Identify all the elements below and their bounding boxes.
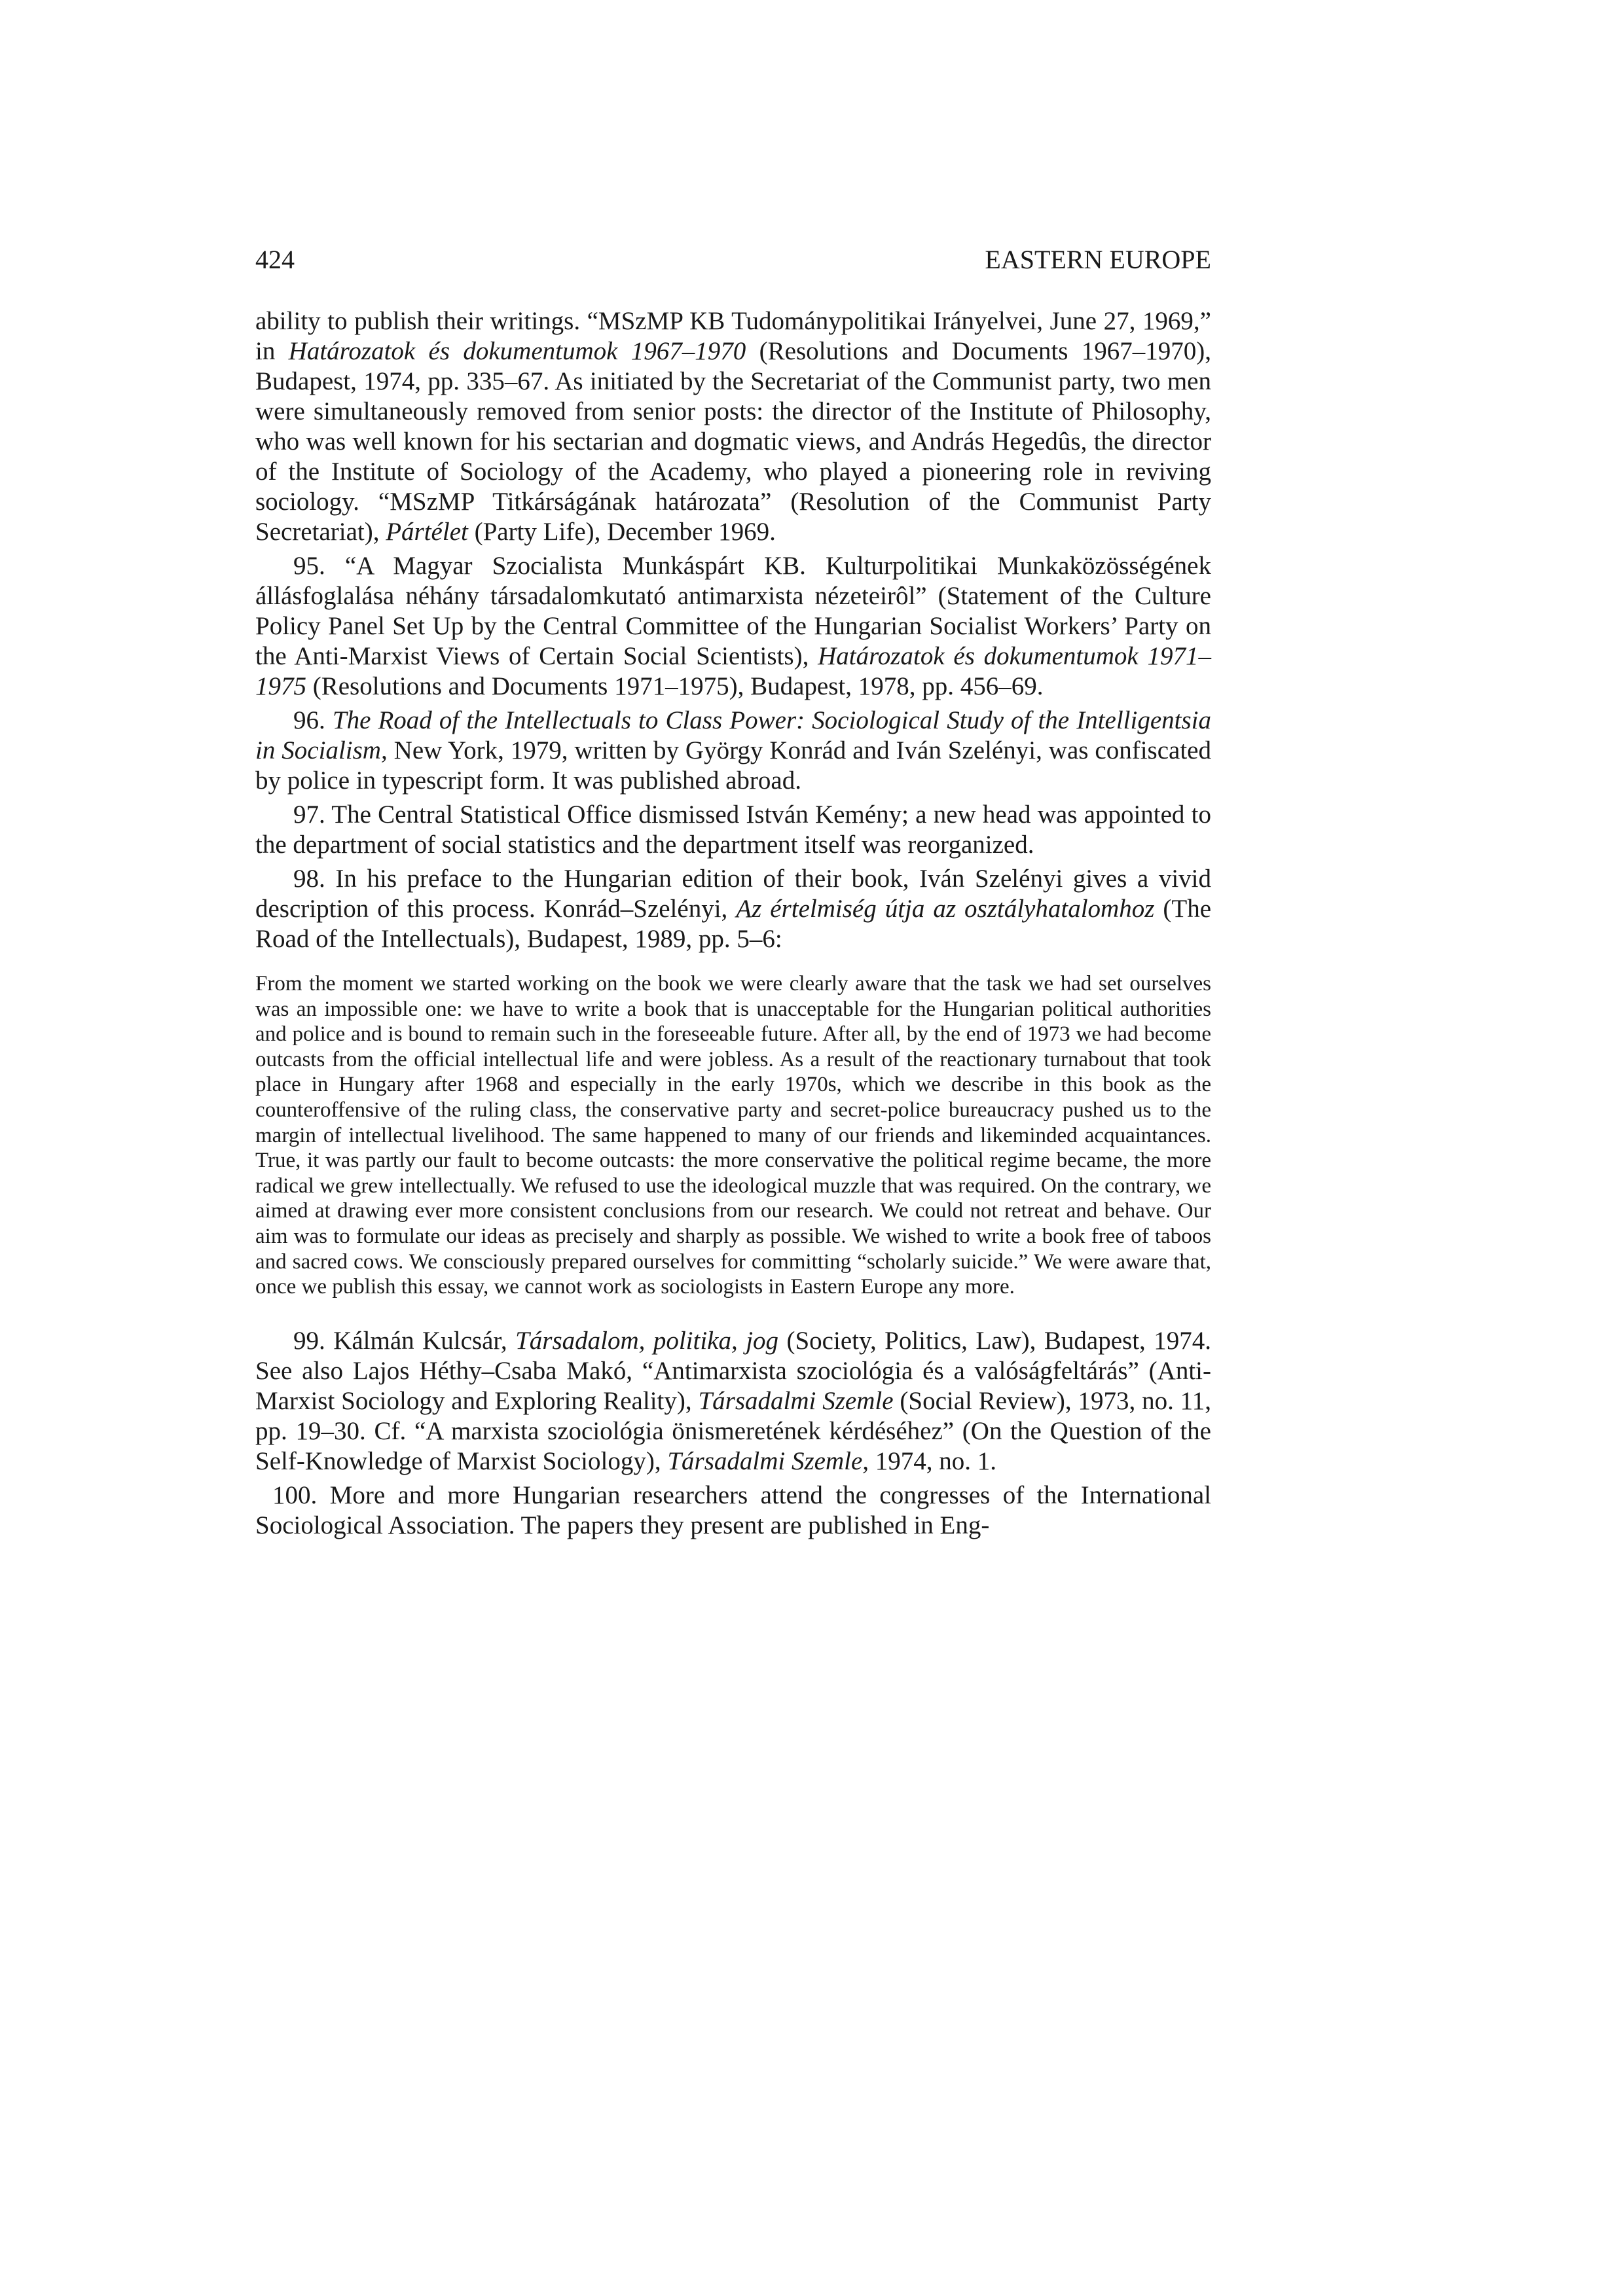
note-100 xyxy=(255,1480,1211,1541)
note-97 xyxy=(255,800,1211,860)
note-95 xyxy=(255,551,1211,702)
note-text: (The Road of the Intellectuals), Budapest, 1989, pp. 5–6: xyxy=(255,895,1211,953)
note-text: 98. In his preface to the Hungarian edition of their book, Iván Szelényi gives a vivid description of this process. Konrád–Szelényi, xyxy=(255,865,1211,923)
note-text: (Social Review), 1973, no. 11, pp. 19–30. Cf. “A marxista szociológia önismeretének kérdéséhez” (On the Question of the Self-Knowledge of Marxist Sociology), xyxy=(255,1386,1211,1475)
note-title-italic: Társadalom, politika, jog xyxy=(515,1326,779,1355)
endnotes-bottom xyxy=(255,1326,1211,1541)
note-title-italic: Pártélet xyxy=(386,518,468,546)
note-title-italic: Határozatok és dokumentumok 1971–1975 xyxy=(255,642,1211,700)
note-text: New York, 1979, written by György Konrád and Iván Szelényi, was confiscated by police in typescript form. It was published abroad. xyxy=(255,736,1211,795)
running-head xyxy=(255,242,1211,278)
note-text: 1974, no. 1. xyxy=(869,1446,997,1475)
book-page xyxy=(255,242,1211,1545)
note-text: 97. The Central Statistical Office dismissed István Kemény; a new head was appointed to the department of social statistics and the department itself was reorganized. xyxy=(255,800,1211,859)
note-text: (Party Life), December 1969. xyxy=(467,518,776,546)
note-text: 99. Kálmán Kulcsár, xyxy=(293,1326,516,1355)
note-title-italic: Társadalmi Szemle, xyxy=(667,1446,869,1475)
note-99 xyxy=(255,1326,1211,1477)
endnotes-top xyxy=(255,306,1211,954)
note-title-italic: Határozatok és dokumentumok 1967–1970 xyxy=(288,337,746,365)
note-title-italic: The Road of the Intellectuals to Class Power: Sociological Study of the Intelligentsia in Socialism, xyxy=(255,706,1212,764)
block-quote: From the moment we started working on the book we were clearly aware that the task we had set ourselves was an impossible one: we have to write a book that is unacceptable for the Hungarian political authorities and police and is bound to remain such in the foreseeable future. After all, by the end of 1973 we had become outcasts from the official intellectual life and were jobless. As a result of the reactionary turnabout that took place in Hungary after 1968 and especially in the early 1970s, which we describe in this book as the counteroffensive of the ruling class, the conservative party and secret-police bureaucracy pushed us to the margin of intellectual livelihood. The same happened to many of our friends and likeminded acquaintances. True, it was partly our fault to become outcasts: the more conservative the political regime became, the more radical we grew intellectually. We refused to use the ideological muzzle that was required. On the contrary, we aimed at drawing ever more consistent conclusions from our research. We could not retreat and behave. Our aim was to formulate our ideas as precisely and sharply as possible. We wished to write a book free of taboos and sacred cows. We consciously prepared ourselves for committing “scholarly suicide.” We were aware that, once we publish this essay, we cannot work as sociologists in Eastern Europe any more. xyxy=(255,972,1211,1299)
note-text: ability to publish their writings. “MSzMP KB Tudománypolitikai Irányelvei, June 27, 1969,” in xyxy=(255,307,1211,365)
note-96 xyxy=(255,706,1211,796)
note-text: 96. xyxy=(293,706,333,734)
note-title-italic: Az értelmiség útja az osztályhatalomhoz xyxy=(736,895,1155,923)
note-text: 95. “A Magyar Szocialista Munkáspárt KB. Kulturpolitikai Munkaközösségének állásfoglalása néhány társadalomkutató antimarxista nézeteirôl” (Statement of the Culture Policy Panel Set Up by the Central Committee of the Hungarian Socialist Workers’ Party on the Anti-Marxist Views of Certain Social Scientists), xyxy=(255,552,1211,670)
note-text: 100. More and more Hungarian researchers attend the congresses of the International Sociological Association. The papers they present are published in Eng- xyxy=(255,1480,1211,1539)
note-text: (Society, Politics, Law), Budapest, 1974. See also Lajos Héthy–Csaba Makó, “Antimarxista szociológia és a valóságfeltárás” (Anti-Marxist Sociology and Exploring Reality), xyxy=(255,1326,1211,1415)
running-title: EASTERN EUROPE xyxy=(985,245,1211,274)
note-continuation xyxy=(255,306,1211,547)
note-title-italic: Társadalmi Szemle xyxy=(698,1386,894,1415)
note-98 xyxy=(255,864,1211,954)
page-number: 424 xyxy=(255,245,295,274)
note-text: (Resolutions and Documents 1971–1975), Budapest, 1978, pp. 456–69. xyxy=(306,672,1044,700)
note-text: (Resolutions and Documents 1967–1970), Budapest, 1974, pp. 335–67. As initiated by the Secretariat of the Communist party, two men were simultaneously removed from senior posts: the director of the Institute of Philosophy, who was well known for his sectarian and dogmatic views, and András Hegedûs, the director of the Institute of Sociology of the Academy, who played a pioneering role in reviving sociology. “MSzMP Titkárságának határozata” (Resolution of the Communist Party Secretariat), xyxy=(255,337,1211,546)
